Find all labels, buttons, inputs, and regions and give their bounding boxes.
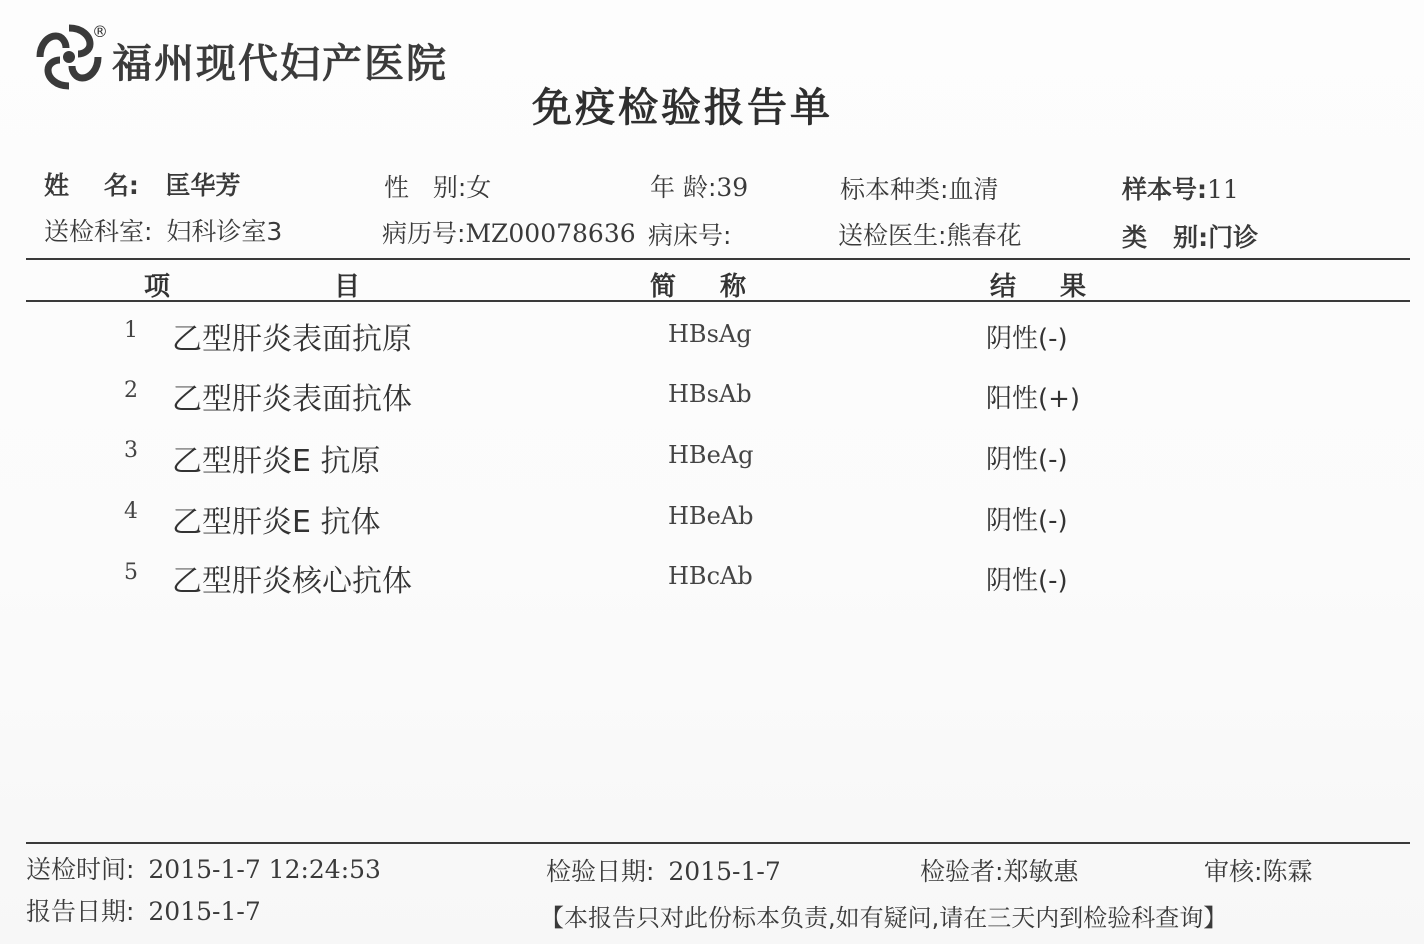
col-item-header-1: 项 [144,272,171,302]
report-date-label: 报告日期: [26,897,135,926]
row-abbr: HBcAb [668,562,753,590]
row-number: 4 [124,499,138,524]
registered-mark: ® [92,22,108,41]
patient-name-field [44,166,241,202]
send-time-label: 送检时间: [26,855,135,884]
row-item-name: 乙型肝炎核心抗体 [172,564,412,599]
test-date-field [546,852,781,888]
age-field [650,168,748,204]
hospital-name: 福州现代妇产医院 [112,40,448,87]
col-abbr-header-1: 简 [650,272,677,302]
disclaimer-text: 【本报告只对此份标本负责,如有疑问,请在三天内到检验科查询】 [540,904,1228,932]
bed-field [648,216,731,252]
test-date-value: 2015-1-7 [668,857,781,886]
doctor-label: 送检医生: [838,221,947,250]
record-field [382,214,636,250]
footer-rule [26,842,1410,844]
reviewer-field [1204,852,1312,888]
sample-no-field [1122,170,1239,206]
specimen-value: 血清 [948,175,999,204]
row-item-name: 乙型肝炎表面抗原 [172,322,412,357]
col-result-header-1: 结 [990,272,1017,302]
send-time-value: 2015-1-7 12:24:53 [148,855,381,884]
record-value: MZ00078636 [465,219,636,248]
send-time-field [26,850,381,886]
col-result-header-2: 果 [1060,272,1087,302]
row-item-name: 乙型肝炎E 抗体 [172,505,381,540]
table-header-rule [26,300,1410,302]
row-abbr: HBeAg [668,441,754,469]
table-top-rule [26,258,1410,260]
gender-value: 女 [466,173,492,202]
specimen-label: 标本种类: [840,175,949,204]
reviewer-value: 陈霖 [1262,857,1313,886]
gender-field [384,168,491,204]
dept-field [44,212,282,248]
row-number: 1 [124,318,138,343]
specimen-field [840,170,998,206]
row-abbr: HBeAb [668,502,754,530]
col-abbr-header-2: 称 [720,272,747,302]
sample-no-value: 11 [1207,175,1239,204]
row-number: 2 [124,378,138,403]
category-value: 门诊 [1208,223,1259,252]
tester-field [920,852,1078,888]
tester-value: 郑敏惠 [1003,857,1079,886]
dept-value: 妇科诊室3 [166,217,283,246]
row-abbr: HBsAg [668,320,752,348]
record-label: 病历号: [382,219,466,248]
patient-name-label: 姓 名: [44,171,139,200]
tester-label: 检验者: [920,857,1004,886]
report-date-value: 2015-1-7 [148,897,261,926]
category-field [1122,218,1258,254]
report-date-field [26,892,261,928]
age-label: 年 龄: [650,173,717,202]
row-item-name: 乙型肝炎表面抗体 [172,382,412,417]
sample-no-label: 样本号: [1122,175,1207,204]
doctor-field [838,216,1021,252]
test-date-label: 检验日期: [546,857,655,886]
row-abbr: HBsAb [668,380,752,408]
row-result: 阳性(+) [986,384,1081,414]
col-item-header-2: 目 [334,272,361,302]
category-label: 类 别: [1122,223,1209,252]
doctor-value: 熊春花 [946,221,1022,250]
row-result: 阴性(-) [986,506,1068,536]
bed-label: 病床号: [648,221,732,250]
gender-label: 性 别: [384,173,467,202]
dept-label: 送检科室: [44,217,153,246]
row-result: 阴性(-) [986,566,1068,596]
report-title: 免疫检验报告单 [532,85,833,131]
reviewer-label: 审核: [1204,857,1263,886]
row-item-name: 乙型肝炎E 抗原 [172,444,381,479]
patient-name-value: 匡华芳 [165,171,241,200]
age-value: 39 [716,173,749,202]
row-result: 阴性(-) [986,324,1068,354]
row-result: 阴性(-) [986,445,1068,475]
row-number: 5 [124,560,138,585]
row-number: 3 [124,438,138,463]
